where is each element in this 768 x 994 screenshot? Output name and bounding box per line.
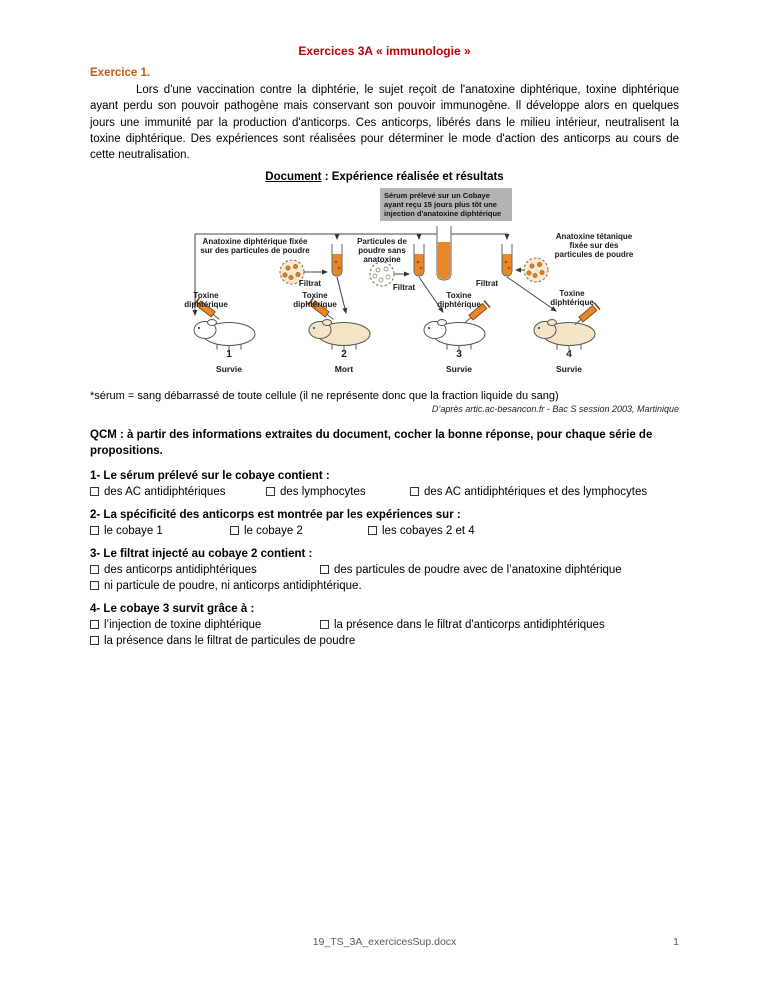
question-title: 4- Le cobaye 3 survit grâce à :: [90, 602, 255, 615]
checkbox-icon[interactable]: [266, 487, 275, 496]
checkbox-icon[interactable]: [320, 565, 329, 574]
checkbox-icon[interactable]: [368, 526, 377, 535]
qcm-q2-option-2[interactable]: [230, 525, 368, 537]
particle-label-right: Anatoxine tétanique fixée sur des particules de poudre: [554, 231, 634, 260]
qcm-q1-option-1[interactable]: [90, 486, 266, 498]
checkbox-icon[interactable]: [320, 620, 329, 629]
checkbox-icon[interactable]: [90, 581, 99, 590]
option-label: des AC antidiphtériques et des lymphocytes: [424, 485, 648, 498]
exercise-heading: Exercice 1.: [90, 67, 151, 79]
mixing-tube-1-icon: [332, 244, 342, 276]
guinea-pig-4: [534, 319, 595, 350]
filtrat-label-2: Filtrat: [392, 282, 416, 292]
checkbox-icon[interactable]: [410, 487, 419, 496]
footer-filename: 19_TS_3A_exercicesSup.docx: [312, 936, 457, 948]
serum-box-label: Sérum prélevé sur un Cobaye ayant reçu 15 jours plus tôt une injection d'anatoxine diphtérique: [380, 188, 512, 221]
question-title: 1- Le sérum prélevé sur le cobaye contient :: [90, 469, 330, 482]
qcm-q2-option-1[interactable]: [90, 525, 230, 537]
document-heading-rest: : Expérience réalisée et résultats: [321, 170, 504, 183]
experiment-figure: [172, 188, 692, 385]
outcome-label-3: Survie: [446, 363, 472, 374]
qcm-q3-option-1[interactable]: [90, 564, 320, 576]
guinea-pig-2: [309, 319, 370, 350]
qcm-q3-option-3[interactable]: [90, 580, 362, 592]
cobaye-number-4: 4: [566, 348, 572, 360]
question-title: 2- La spécificité des anticorps est montrée par les expériences sur :: [90, 508, 461, 521]
particle-label-left: Anatoxine diphtérique fixée sur des particules de poudre: [200, 236, 310, 255]
option-label: ni particule de poudre, ni anticorps antidiphtérique.: [104, 579, 362, 592]
checkbox-icon[interactable]: [90, 526, 99, 535]
option-label: le cobaye 1: [104, 524, 163, 537]
outcome-label-2: Mort: [334, 363, 354, 374]
qcm-q4-option-1[interactable]: [90, 619, 320, 631]
mixing-tube-3-icon: [502, 244, 512, 276]
option-label: l’injection de toxine diphtérique: [104, 618, 262, 631]
document-heading: [90, 171, 679, 183]
cobaye-number-3: 3: [456, 348, 462, 360]
outcome-label-4: Survie: [556, 363, 582, 374]
exercise-intro-paragraph: Lors d'une vaccination contre la diphtérie, le sujet reçoit de l'anatoxine diphtérique, toxine diphtérique ayant perdu son pouvoir pathogène mais conservant son pouvoir immunogène. Il développe alors en quelques jours une immunité par la production d'anticorps. Ces anticorps, libérés dans le milieu intérieur, neutralisent la toxine diphtérique. Des expériences sont réalisées pour déterminer le mode d'action des anticorps au cours de cette neutralisation.: [90, 84, 679, 162]
checkbox-icon[interactable]: [90, 620, 99, 629]
guinea-pig-3: [424, 319, 485, 350]
page-footer: [90, 936, 679, 948]
option-label: la présence dans le filtrat d'anticorps antidiphtériques: [334, 618, 605, 631]
filtrat-label-3: Filtrat: [475, 278, 499, 288]
filtrat-label-1: Filtrat: [298, 278, 322, 288]
qcm-question-1: [90, 470, 679, 498]
guinea-pig-1: [194, 319, 255, 350]
qcm-intro: QCM : à partir des informations extraites du document, cocher la bonne réponse, pour chaque série de propositions.: [90, 428, 653, 457]
qcm-question-4: [90, 603, 679, 647]
qcm-q4-option-2[interactable]: [320, 619, 605, 631]
toxine-label-2: Toxine diphtérique: [293, 290, 337, 309]
qcm-question-3: [90, 548, 679, 592]
qcm-q1-option-3[interactable]: [410, 486, 647, 498]
checkbox-icon[interactable]: [90, 565, 99, 574]
qcm-question-2: [90, 509, 679, 537]
outcome-label-1: Survie: [216, 363, 242, 374]
option-label: le cobaye 2: [244, 524, 303, 537]
checkbox-icon[interactable]: [90, 636, 99, 645]
page-number: 1: [673, 936, 679, 948]
qcm-q2-option-3[interactable]: [368, 525, 475, 537]
toxine-label-3: Toxine diphtérique: [437, 290, 481, 309]
serum-test-tube-icon: [437, 226, 451, 280]
toxine-label-1: Toxine diphtérique: [184, 290, 228, 309]
option-label: les cobayes 2 et 4: [382, 524, 475, 537]
qcm-q1-option-2[interactable]: [266, 486, 410, 498]
qcm-q3-option-2[interactable]: [320, 564, 622, 576]
serum-footnote: *sérum = sang débarrassé de toute cellule (il ne représente donc que la fraction liquide du sang): [90, 389, 559, 402]
page-title: Exercices 3A « immunologie »: [298, 44, 471, 58]
option-label: des particules de poudre avec de l’anatoxine diphtérique: [334, 563, 622, 576]
checkbox-icon[interactable]: [90, 487, 99, 496]
question-title: 3- Le filtrat injecté au cobaye 2 contient :: [90, 547, 313, 560]
source-credit: D’après artic.ac-besancon.fr - Bac S session 2003, Martinique: [431, 403, 679, 414]
qcm-q4-option-3[interactable]: [90, 635, 355, 647]
particle-label-middle: Particules de poudre sans anatoxine: [357, 236, 407, 265]
cobaye-number-2: 2: [341, 348, 347, 360]
option-label: des anticorps antidiphtériques: [104, 563, 257, 576]
checkbox-icon[interactable]: [230, 526, 239, 535]
option-label: des AC antidiphtériques: [104, 485, 226, 498]
option-label: des lymphocytes: [280, 485, 366, 498]
particle-circle-anatoxine-tetanique-icon: [524, 258, 548, 282]
cobaye-number-1: 1: [226, 348, 232, 360]
option-label: la présence dans le filtrat de particules de poudre: [104, 634, 356, 647]
toxine-label-4: Toxine diphtérique: [550, 288, 594, 307]
document-heading-label: Document: [265, 170, 322, 183]
